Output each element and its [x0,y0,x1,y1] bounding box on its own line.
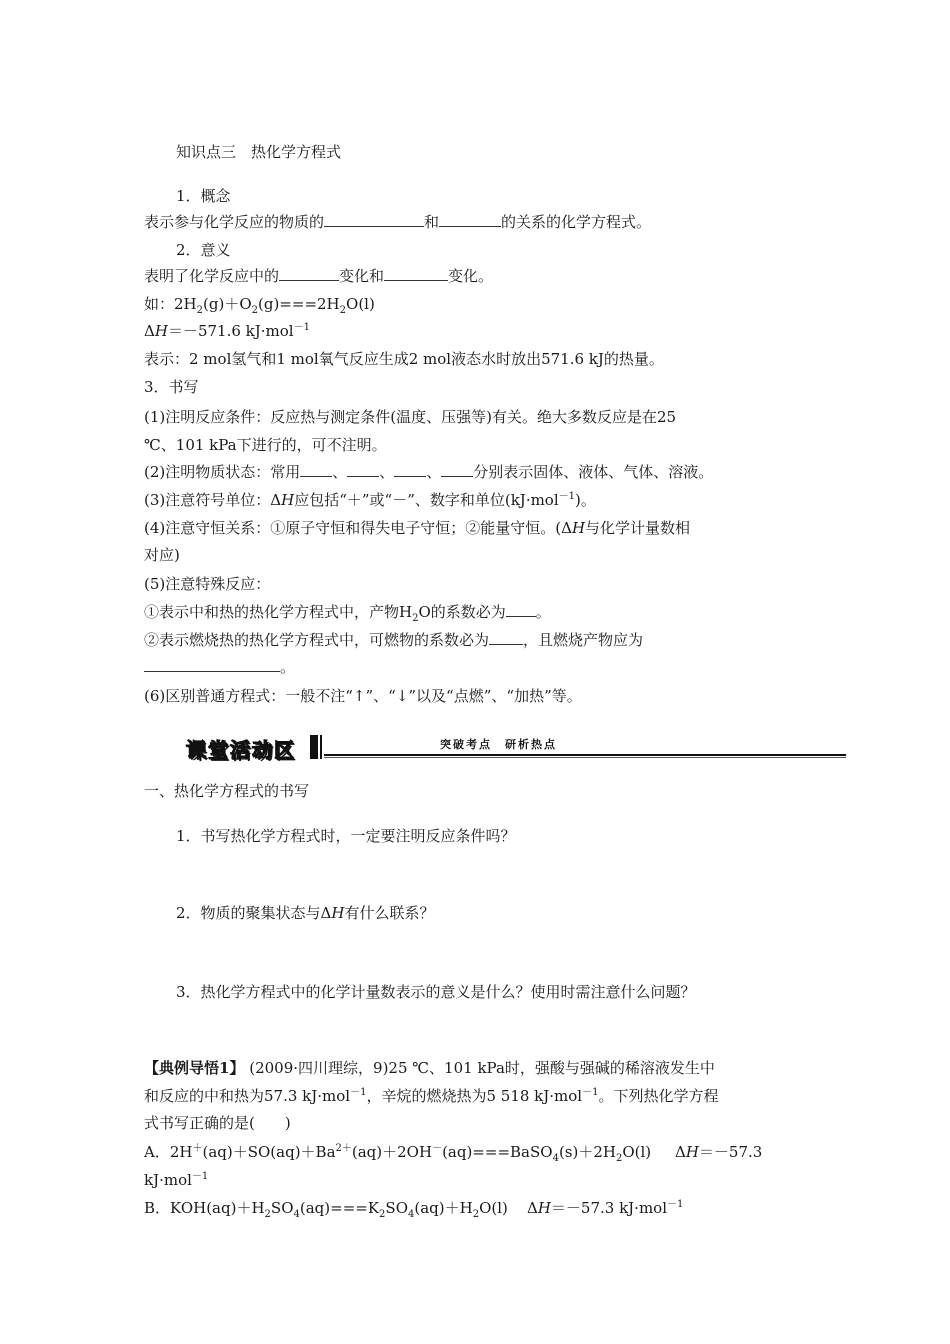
question-2: 2．物质的聚集状态与ΔH有什么联系？ [176,904,435,922]
writing-p5: (5)注意特殊反应： [144,575,271,593]
blank-3 [279,266,339,281]
writing-p5-ii: ②表示燃烧热的热化学方程式中，可燃物的系数必为 ，且燃烧产物应为 [144,631,644,649]
writing-p4-line1: (4)注意守恒关系：①原子守恒和得失电子守恒；②能量守恒。(ΔH与化学计量数相 [144,519,691,537]
writing-p6: (6)区别普通方程式：一般不注“↑”、“↓”以及“点燃”、“加热”等。 [144,687,582,705]
meaning-heading: 2．意义 [176,241,231,259]
example-equation: 如：$2H_2(g)+O_2(g)===2H_2O(l)$ [144,295,375,316]
banner-bar [310,735,318,759]
example-line-1: 【典例导悟1】 (2009·四川理综，9)25 ℃、101 kPa时，强酸与强碱的稀溶液发生中 [144,1059,715,1077]
section-title: 知识点三 热化学方程式 [176,143,342,161]
concept-text: 表示参与化学反应的物质的 和 的关系的化学方程式。 [144,213,652,231]
blank-4 [384,266,448,281]
example-dh: ΔH＝－571.6 kJ·mol$^{-1}$ [144,322,310,340]
banner-rule-thin [324,757,846,758]
classroom-activity-banner [178,732,846,760]
banner-rule [324,754,846,756]
blank-2 [439,212,501,227]
writing-p3: (3)注意符号单位：ΔH应包括“＋”或“－”、数字和单位(kJ·mol$^{-1}$)。 [144,491,596,509]
banner-title: 课堂活动区 [186,738,296,762]
question-1: 1．书写热化学方程式时，一定要注明反应条件吗？ [176,827,516,845]
banner-subtitle: 突破考点 研析热点 [440,738,557,751]
option-a-unit: kJ·mol$^{-1}$ [144,1171,209,1189]
meaning-text: 表明了化学反应中的 变化和 变化。 [144,267,494,285]
example-line-3: 式书写正确的是( ) [144,1114,291,1132]
question-3: 3．热化学方程式中的化学计量数表示的意义是什么？使用时需注意什么问题？ [176,983,696,1001]
writing-p4-line2: 对应) [144,546,180,564]
blank-1 [324,212,424,227]
writing-p5-ii-cont: 。 [144,657,295,677]
meaning-explain: 表示：2 mol氢气和1 mol氧气反应生成2 mol液态水时放出571.6 kJ的热量。 [144,350,664,368]
writing-p1-line2: ℃、101 kPa下进行的，可不注明。 [144,436,387,454]
concept-heading: 1．概念 [176,187,231,205]
option-a: A．$2H^+(aq)+SO(aq)+Ba^{2+}(aq)+2OH^-(aq)===BaSO_4(s)+2H_2O(l)$ ΔH＝－57.3 [144,1143,763,1164]
writing-p5-i: ①表示中和热的热化学方程式中，产物$H_2O$的系数必为 。 [144,603,551,624]
writing-heading: 3．书写 [144,378,199,396]
writing-p1-line1: (1)注明反应条件：反应热与测定条件(温度、压强等)有关。绝大多数反应是在25 [144,408,677,426]
activity-section-title: 一、热化学方程式的书写 [144,782,310,800]
example-label: 【典例导悟1】 [144,1059,245,1077]
example-line-2: 和反应的中和热为57.3 kJ·mol$^{-1}$，辛烷的燃烧热为5 518 kJ·mol$^{-1}$。下列热化学方程 [144,1087,719,1105]
writing-p2: (2)注明物质状态：常用 、 、 、 分别表示固体、液体、气体、溶液。 [144,463,714,481]
banner-bar-thin [320,735,322,759]
option-b: B．$KOH(aq)+H_2SO_4(aq)===K_2SO_4(aq)+H_2O(l)$ ΔH＝－57.3 kJ·mol$^{-1}$ [144,1199,684,1220]
